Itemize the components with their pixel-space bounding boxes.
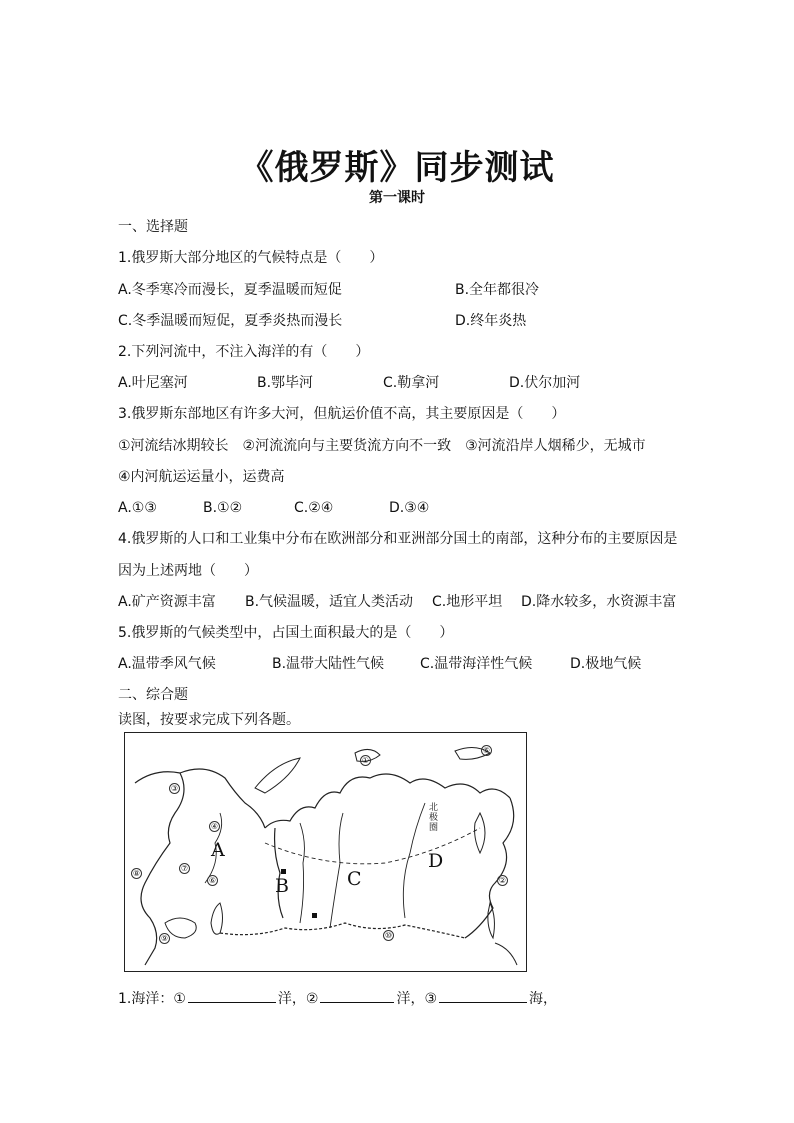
- answer-blank-2[interactable]: [320, 988, 394, 1003]
- map-number-6: ⑥: [208, 876, 217, 885]
- q1-option-d: D.终年炎热: [455, 313, 527, 329]
- q1-option-b: B.全年都很冷: [455, 282, 540, 298]
- map-number-1: ①: [361, 756, 370, 765]
- answer-blank-1[interactable]: [188, 988, 276, 1003]
- q4-option-c: C.地形平坦: [432, 594, 503, 610]
- q2-option-d: D.伏尔加河: [509, 375, 581, 391]
- q3-option-d: D.③④: [389, 500, 430, 516]
- q5-option-a: A.温带季风气候: [118, 656, 216, 672]
- section-heading-choice: 一、选择题: [118, 219, 188, 235]
- map-instruction: 读图，按要求完成下列各题。: [118, 712, 300, 728]
- q3-option-b: B.①②: [203, 500, 243, 516]
- map-number-2: ②: [498, 876, 507, 885]
- q1-option-c: C.冬季温暖而短促，夏季炎热而漫长: [118, 313, 343, 329]
- map-number-8: ⑧: [132, 869, 141, 878]
- arctic-circle-label: 北极圈: [429, 803, 439, 833]
- question-5-stem: 5.俄罗斯的气候类型中，占国土面积最大的是（ ）: [118, 625, 454, 641]
- q5-option-b: B.温带大陆性气候: [272, 656, 385, 672]
- section-heading-comprehensive: 二、综合题: [118, 687, 188, 703]
- map-number-7: ⑦: [180, 864, 189, 873]
- q4-option-b: B.气候温暖，适宜人类活动: [245, 594, 414, 610]
- q1-option-a: A.冬季寒冷而漫长，夏季温暖而短促: [118, 282, 342, 298]
- q4-option-a: A.矿产资源丰富: [118, 594, 216, 610]
- q3-statements-line-1: ①河流结冰期较长 ②河流流向与主要货流方向不一致 ③河流沿岸人烟稀少，无城市: [118, 438, 646, 454]
- question-3-stem: 3.俄罗斯东部地区有许多大河，但航运价值不高，其主要原因是（ ）: [118, 406, 566, 422]
- fill-in-segment-3: 海，: [529, 991, 558, 1007]
- russia-map-drawing: [125, 733, 525, 970]
- map-number-9: ⑨: [160, 934, 169, 943]
- question-4-stem-line-2: 因为上述两地（ ）: [118, 563, 258, 579]
- map-label-a: A: [211, 839, 225, 861]
- map-label-c: C: [347, 868, 362, 890]
- fill-in-prefix: 1.海洋：①: [118, 991, 186, 1007]
- map-number-4: ④: [210, 822, 219, 831]
- russia-map: [124, 732, 527, 972]
- q2-option-b: B.鄂毕河: [257, 375, 314, 391]
- q3-option-c: C.②④: [294, 500, 334, 516]
- q3-statements-line-2: ④内河航运运量小，运费高: [118, 469, 285, 485]
- question-4-stem-line-1: 4.俄罗斯的人口和工业集中分布在欧洲部分和亚洲部分国土的南部，这种分布的主要原因是: [118, 531, 678, 547]
- map-label-b: B: [275, 875, 289, 897]
- q5-option-d: D.极地气候: [570, 656, 642, 672]
- page-title: 《俄罗斯》同步测试: [239, 148, 555, 188]
- fill-in-question-oceans: [118, 988, 557, 1008]
- fill-in-segment-2: 洋，③: [396, 991, 438, 1007]
- fill-in-segment-1: 洋，②: [277, 991, 319, 1007]
- q2-option-c: C.勒拿河: [383, 375, 440, 391]
- question-1-stem: 1.俄罗斯大部分地区的气候特点是（ ）: [118, 250, 384, 266]
- map-label-d: D: [428, 850, 444, 872]
- q4-option-d: D.降水较多，水资源丰富: [521, 594, 677, 610]
- q2-option-a: A.叶尼塞河: [118, 375, 188, 391]
- map-number-5: ⑤: [482, 746, 491, 755]
- page-subtitle: 第一课时: [369, 190, 425, 206]
- q3-option-a: A.①③: [118, 500, 157, 516]
- question-2-stem: 2.下列河流中，不注入海洋的有（ ）: [118, 344, 370, 360]
- q5-option-c: C.温带海洋性气候: [420, 656, 533, 672]
- map-number-10: ⑩: [384, 931, 393, 940]
- answer-blank-3[interactable]: [439, 988, 527, 1003]
- map-number-3: ③: [170, 784, 179, 793]
